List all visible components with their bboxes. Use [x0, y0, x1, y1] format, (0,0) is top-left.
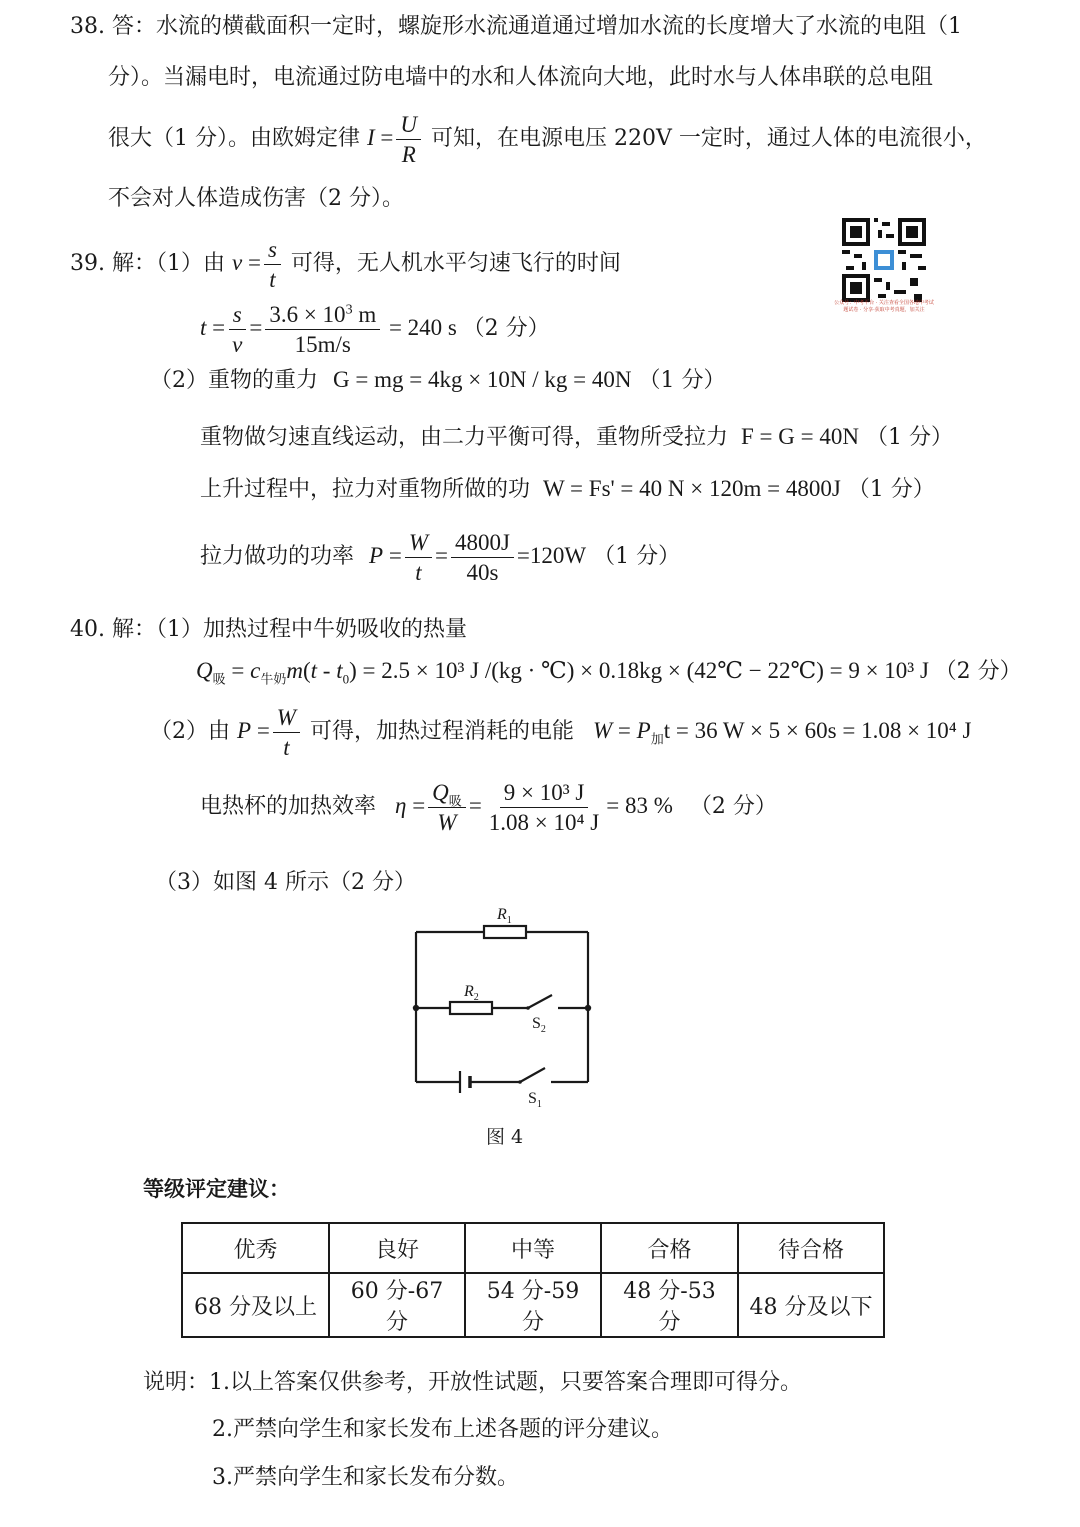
q38-line-3: 很大（1 分）。由欧姆定律 I = $\frac{U}{R}$ 可知，在电源电压 220V 一定时，通过人体的电流很小， [108, 112, 987, 168]
grade-header: 良好 [329, 1223, 465, 1273]
q40-part2-efficiency: 电热杯的加热效率 η = $\frac{Q_吸}{W}$ = $\frac{\text{9 × 10³ J}}{\text{1.08 × 10⁴ J}}$ = 83 % （2 分） [200, 780, 777, 836]
grade-value: 48 分及以下 [738, 1273, 884, 1337]
speed-formula: v = $\frac{s}{t}$ [232, 250, 284, 275]
note-1: 说明：1.以上答案仅供参考，开放性试题，只要答案合理即可得分。 [143, 1370, 802, 1395]
figure-caption: 图 4 [486, 1126, 524, 1148]
q40-heat-calc: $Q_吸 = c_{牛奶}m(t - t_0) = 2.5 \times 10^3$ J /(kg · ℃) × 0.18kg × (42℃ − 22℃) = 9 × 10³ J （2 分） [196, 658, 1022, 688]
switch-s1 [520, 1068, 545, 1082]
q38-line-4: 不会对人体造成伤害（2 分）。 [108, 186, 404, 211]
label-s2: $S_2$ [532, 1015, 546, 1035]
q39-part2-power: 拉力做功的功率 P = $\frac{W}{t}$ = $\frac{4800J}{40s}$ =120W （1 分） [200, 530, 681, 586]
qr-code-image [842, 218, 926, 302]
grade-header: 待合格 [738, 1223, 884, 1273]
q38-line-1: 38. 答：水流的横截面积一定时，螺旋形水流通道通过增加水流的长度增大了水流的电阻（1 [70, 14, 962, 39]
grade-value: 54 分-59 分 [465, 1273, 601, 1337]
label-r2: $R_2$ [464, 983, 479, 1003]
q40-part3: （3）如图 4 所示（2 分） [155, 870, 416, 895]
table-row [182, 1273, 884, 1337]
q39-part1-intro: 39. 解：（1）由 v = $\frac{s}{t}$ 可得，无人机水平匀速飞行的时间 [70, 237, 621, 293]
label-s1: $S_1$ [528, 1090, 542, 1110]
grade-value: 48 分-53 分 [601, 1273, 738, 1337]
q39-time-calc: t = $\frac{s}{v}$ = $\frac{3.6 \times 10^3 m}{15m/s}$ = 240 s （2 分） [200, 302, 550, 358]
q39-part2-work: 上升过程中，拉力对重物所做的功 W = Fs' = 40 N × 120m = 4800J （1 分） [200, 476, 935, 502]
q39-part2-force: 重物做匀速直线运动，由二力平衡可得，重物所受拉力 F = G = 40N （1 分） [200, 424, 953, 450]
q39-part2-gravity: （2）重物的重力 G = mg = 4kg × 10N / kg = 40N （1 分） [150, 367, 726, 393]
q40-part2-energy: （2）由 P = $\frac{W}{t}$ 可得，加热过程消耗的电能 $W = P_加t = 36$ W × 5 × 60s = 1.08 × 10⁴ J [150, 705, 972, 761]
qr-caption: 公众号：中考平台 · 关注查看全国各地中考试题试卷 · 分享·获取中考真题，加关注 [834, 300, 934, 313]
grade-header: 中等 [465, 1223, 601, 1273]
junction-right [585, 1005, 591, 1011]
note-3: 3.严禁向学生和家长发布分数。 [212, 1465, 519, 1490]
resistor-r2 [450, 1002, 492, 1014]
junction-left [413, 1005, 419, 1011]
ohm-law-formula: I = $\frac{U}{R}$ [367, 125, 424, 150]
grading-table [181, 1222, 885, 1338]
grade-header: 合格 [601, 1223, 738, 1273]
grading-title: 等级评定建议： [143, 1177, 290, 1201]
table-row [182, 1223, 884, 1273]
grade-header: 优秀 [182, 1223, 329, 1273]
note-2: 2.严禁向学生和家长发布上述各题的评分建议。 [212, 1417, 673, 1442]
grade-value: 60 分-67 分 [329, 1273, 465, 1337]
grade-value: 68 分及以上 [182, 1273, 329, 1337]
q38-line-2: 分）。当漏电时，电流通过防电墙中的水和人体流向大地，此时水与人体串联的总电阻 [108, 65, 934, 90]
switch-s2 [528, 995, 552, 1008]
q40-part1-intro: 40. 解：（1）加热过程中牛奶吸收的热量 [70, 617, 467, 642]
resistor-r1 [484, 926, 526, 938]
circuit-diagram [400, 895, 610, 1115]
label-r1: $R_1$ [497, 906, 512, 926]
